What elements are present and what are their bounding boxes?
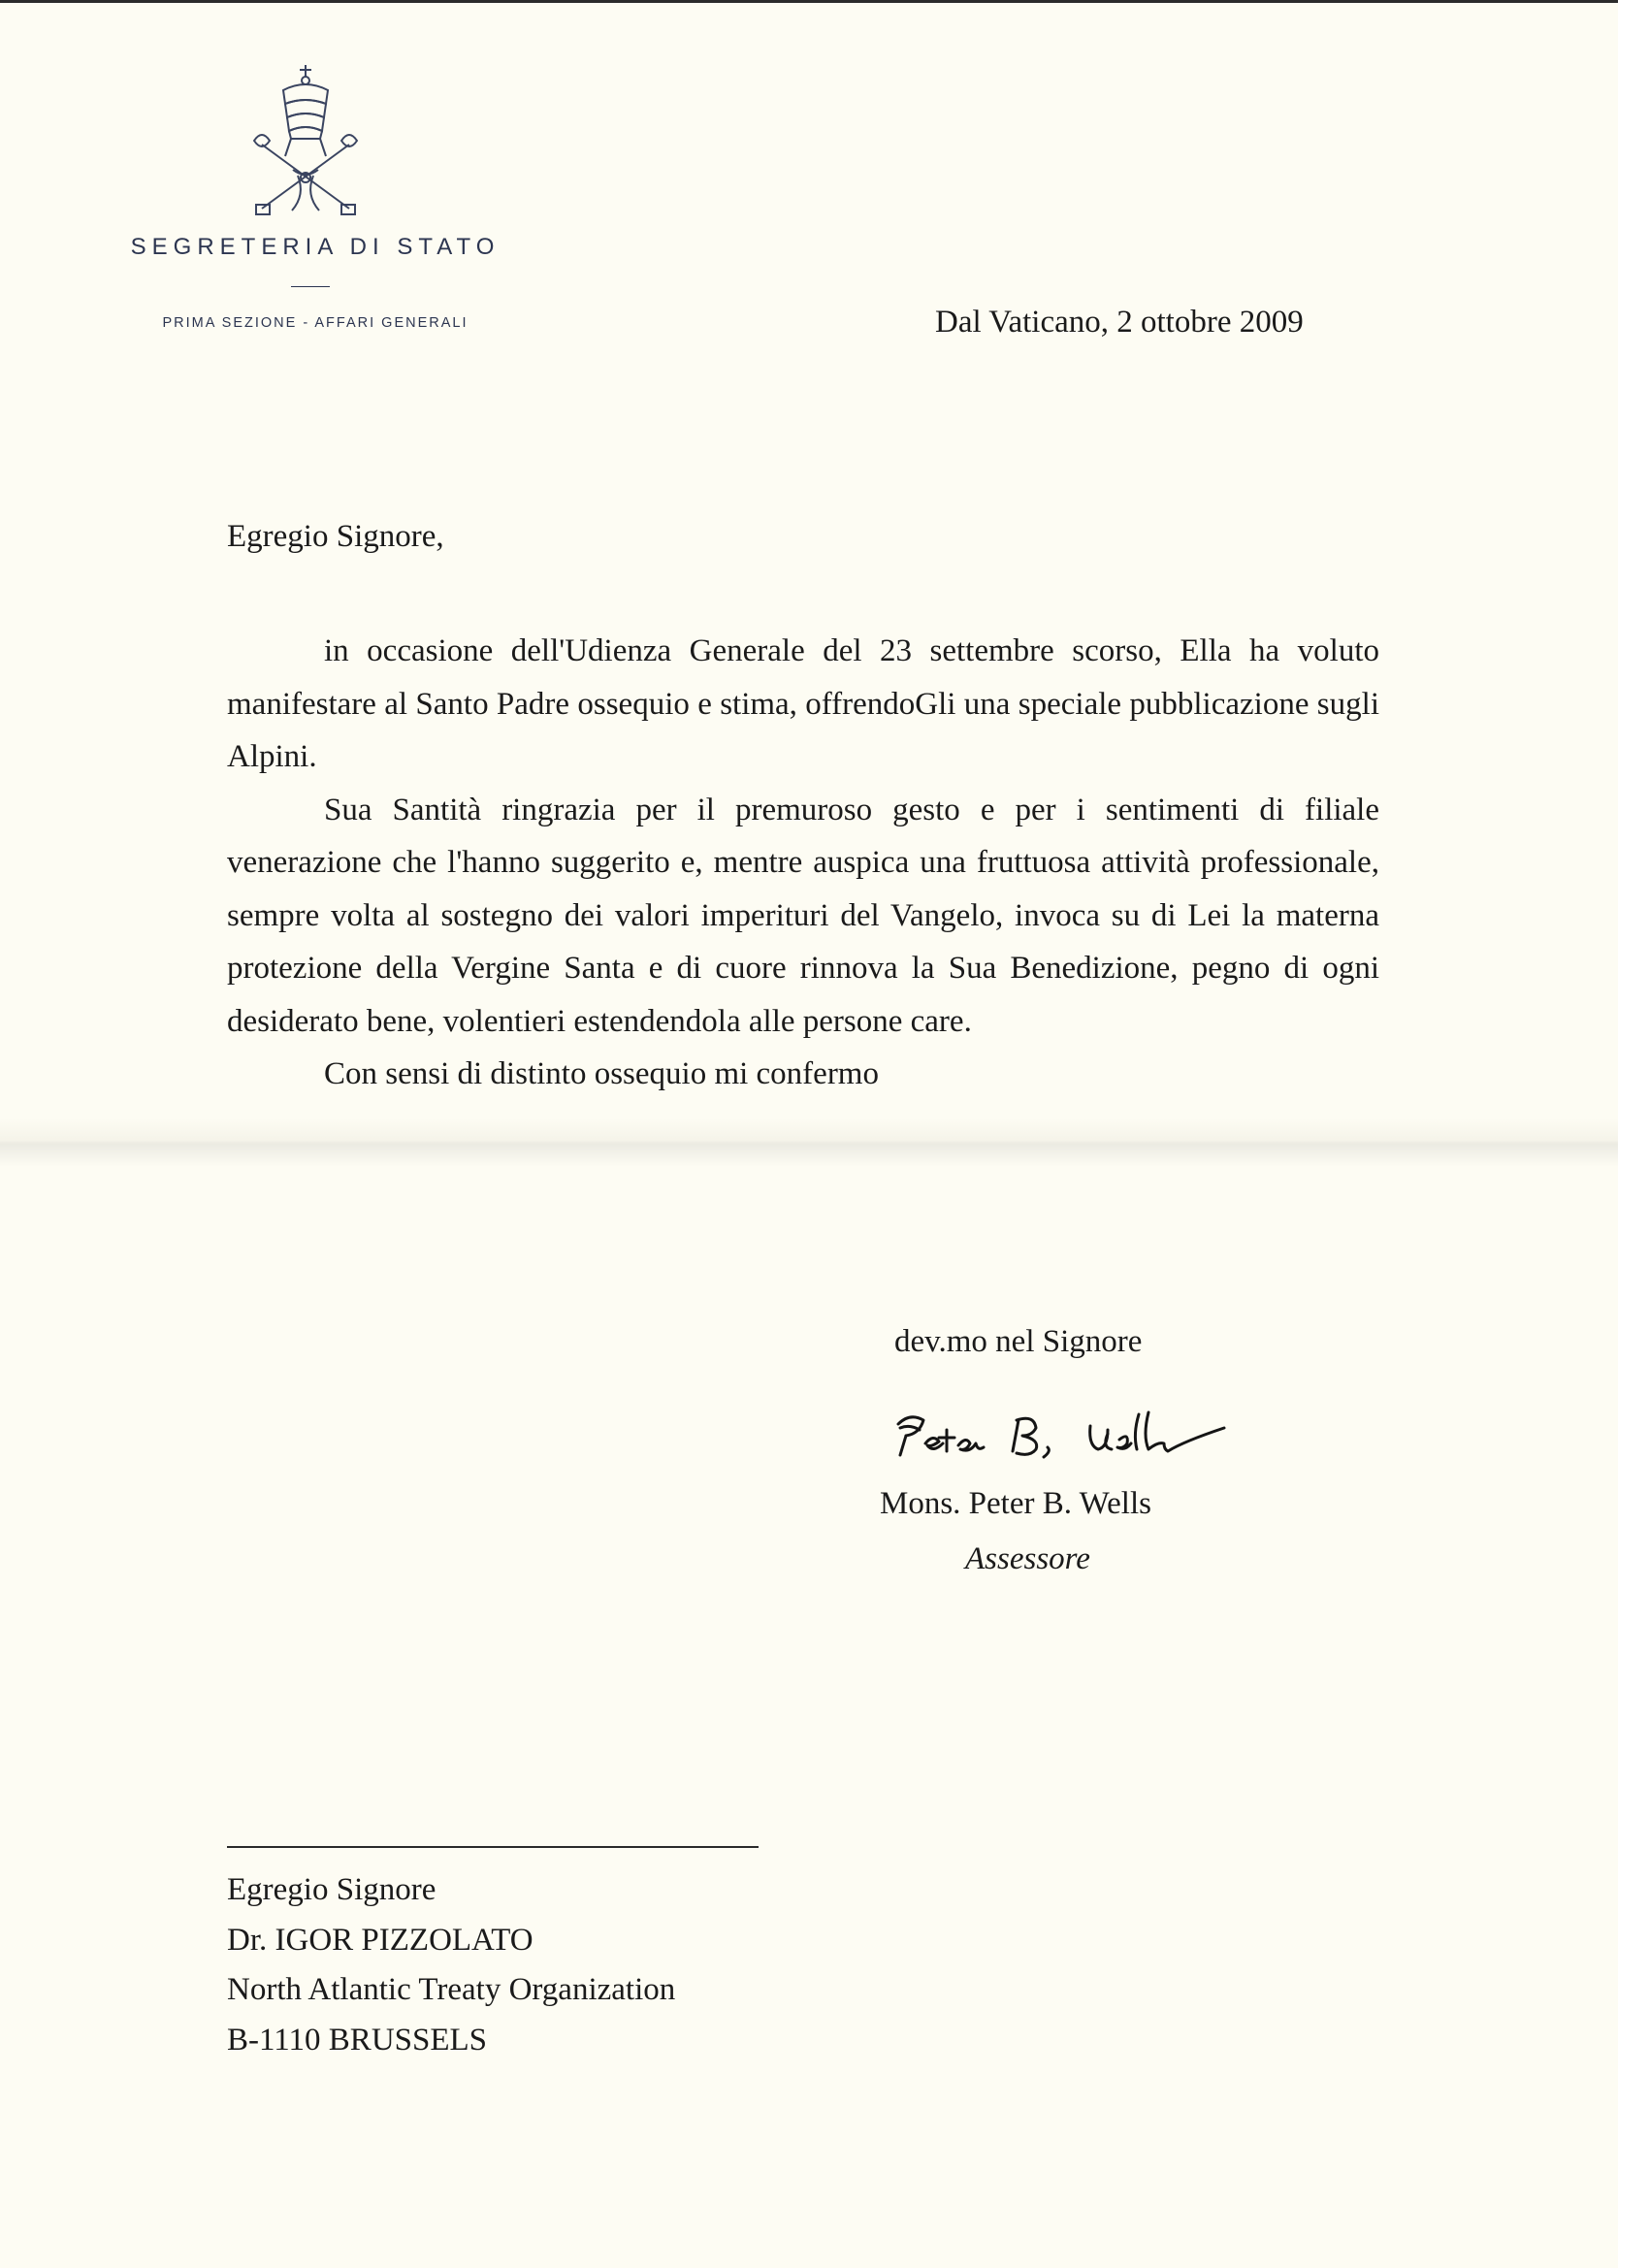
letterhead-section: PRIMA SEZIONE - AFFARI GENERALI [162, 315, 469, 331]
body-paragraph: in occasione dell'Udienza Generale del 23 settembre scorso, Ella ha voluto manifestare al Santo Padre ossequio e stima, offrendoGli una speciale pubblicazione sugli Alpini. [227, 633, 1379, 774]
salutation: Egregio Signore, [227, 519, 444, 554]
recipient-address [227, 1865, 675, 2065]
letterhead-organization: SEGRETERIA DI STATO [130, 234, 501, 260]
signer-title: Assessore [965, 1541, 1090, 1576]
address-line: North Atlantic Treaty Organization [227, 1972, 676, 2007]
date-line: Dal Vaticano, 2 ottobre 2009 [935, 305, 1304, 340]
signer-name: Mons. Peter B. Wells [880, 1486, 1151, 1521]
handwritten-signature [890, 1395, 1240, 1473]
address-line: Dr. IGOR PIZZOLATO [227, 1922, 534, 1958]
papal-emblem-icon [244, 63, 367, 218]
body-paragraph: Sua Santità ringrazia per il premuroso gesto e per i sentimenti di filiale venerazione che l'hanno suggerito e, mentre auspica una fruttuosa attività professionale, sempre volta al sostegno dei valori imperituri del Vangelo, invoca su di Lei la materna protezione della Vergine Santa e di cuore rinnova la Sua Benedizione, pegno di ogni desiderato bene, volentieri estendendola alle persone care. [227, 792, 1379, 1039]
address-divider [227, 1846, 759, 1848]
letterhead-divider [291, 286, 330, 287]
paper-fold-crease [0, 1118, 1618, 1167]
letter-body [227, 625, 1379, 1101]
address-line: B-1110 BRUSSELS [227, 2022, 488, 2057]
body-paragraph: Con sensi di distinto ossequio mi confermo [324, 1056, 879, 1091]
address-line: Egregio Signore [227, 1872, 436, 1907]
closing-formula: dev.mo nel Signore [894, 1324, 1143, 1359]
